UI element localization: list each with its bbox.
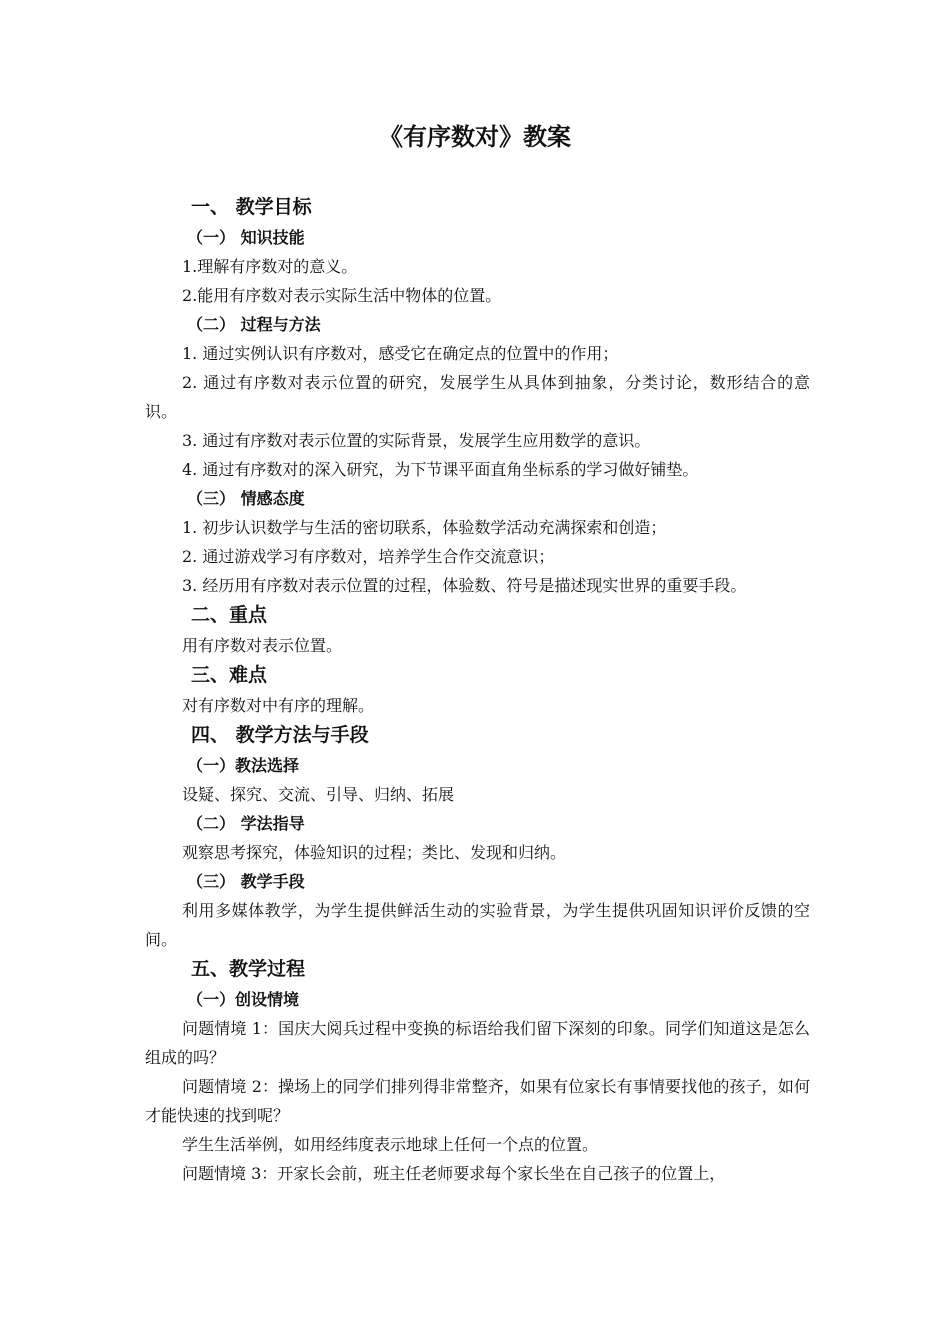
subsection-heading-teaching-method: （一）教法选择 [187,756,300,775]
paragraph: 对有序数对中有序的理解。 [182,696,375,715]
paragraph: 1.理解有序数对的意义。 [182,257,358,276]
paragraph: 问题情境 2：操场上的同学们排列得非常整齐，如果有位家长有事情要找他的孩子，如何才能快速的找到呢？ [145,1077,810,1125]
paragraph: 观察思考探究，体验知识的过程；类比、发现和归纳。 [182,843,567,862]
paragraph: 2.能用有序数对表示实际生活中物体的位置。 [182,286,502,305]
paragraph: 学生生活举例，如用经纬度表示地球上任何一个点的位置。 [182,1135,599,1154]
subsection-heading-knowledge: （一） 知识技能 [187,228,305,247]
paragraph: 设疑、探究、交流、引导、归纳、拓展 [182,785,455,804]
section-heading-objectives: 一、 教学目标 [191,196,312,218]
subsection-heading-teaching-means: （三） 教学手段 [187,872,305,891]
paragraph: 利用多媒体教学，为学生提供鲜活生动的实验背景，为学生提供巩固知识评价反馈的空间。 [145,901,810,949]
paragraph: 4. 通过有序数对的深入研究，为下节课平面直角坐标系的学习做好铺垫。 [182,460,699,479]
paragraph: 问题情境 3：开家长会前，班主任老师要求每个家长坐在自己孩子的位置上， [182,1164,726,1183]
subsection-heading-attitude: （三） 情感态度 [187,489,305,508]
section-heading-difficulty: 三、难点 [191,664,268,686]
paragraph: 1. 通过实例认识有序数对，感受它在确定点的位置中的作用； [182,344,619,363]
paragraph: 3. 通过有序数对表示位置的实际背景，发展学生应用数学的意识。 [182,431,651,450]
section-heading-key-point: 二、重点 [191,604,268,626]
subsection-heading-scenario: （一）创设情境 [187,990,300,1009]
paragraph: 用有序数对表示位置。 [182,636,343,655]
section-heading-process: 五、教学过程 [191,958,306,980]
document-body [145,192,810,1188]
paragraph: 问题情境 1：国庆大阅兵过程中变换的标语给我们留下深刻的印象。同学们知道这是怎么组成的吗？ [145,1019,810,1067]
subsection-heading-process: （二） 过程与方法 [187,315,321,334]
paragraph: 2. 通过游戏学习有序数对，培养学生合作交流意识； [182,547,555,566]
paragraph: 2. 通过有序数对表示位置的研究，发展学生从具体到抽象，分类讨论，数形结合的意识。 [145,373,810,421]
document-title: 《有序数对》教案 [379,123,571,151]
subsection-heading-learning-guide: （二） 学法指导 [187,814,305,833]
paragraph: 1. 初步认识数学与生活的密切联系，体验数学活动充满探索和创造； [182,518,667,537]
section-heading-methods: 四、 教学方法与手段 [191,724,369,746]
paragraph: 3. 经历用有序数对表示位置的过程，体验数、符号是描述现实世界的重要手段。 [182,576,747,595]
